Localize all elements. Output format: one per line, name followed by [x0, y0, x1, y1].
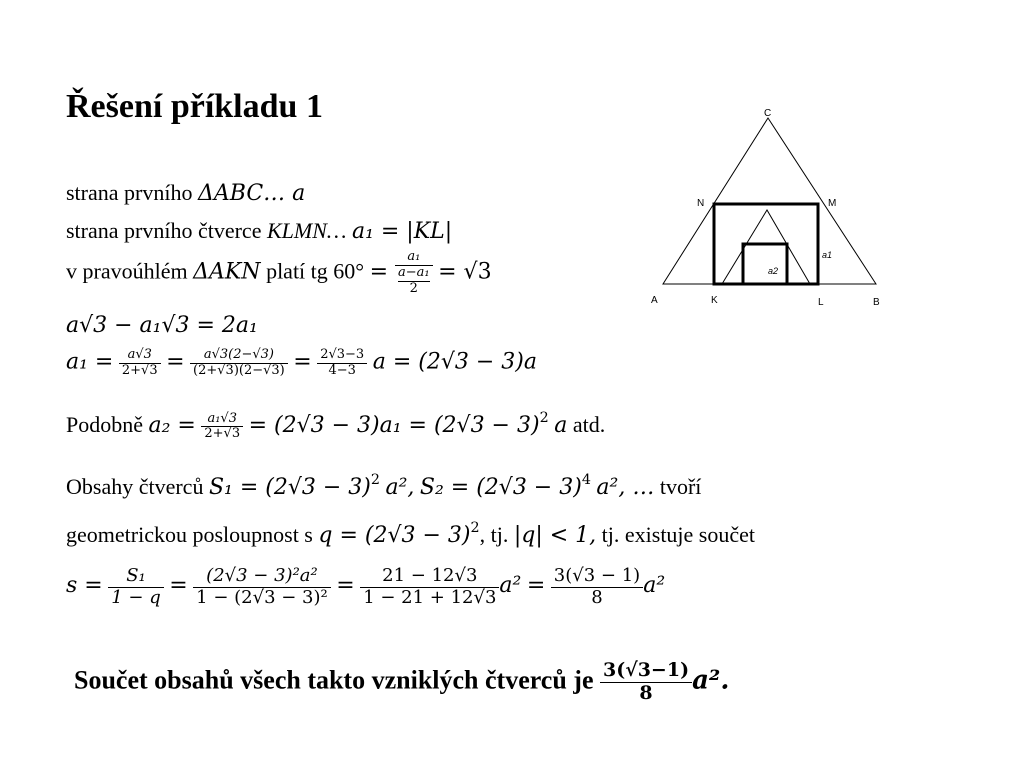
line-geometric-series: geometrickou posloupnost s $q = (2√3 - 3)^2$, tj. |q| < 1, tj. existuje součet — [66, 520, 756, 548]
label-b: B — [873, 297, 880, 308]
line-a1-derivation: a₁ = $\frac{a√3}{2+√3}$ = $\frac{a√3(2-√3)}{(2+√3)(2-√3)}$ = $\frac{2√3-3}{4-3}$ a = (2√3 − 3)a — [66, 347, 537, 378]
triangle-squares-diagram — [640, 100, 900, 315]
label-a2: a2 — [768, 266, 779, 276]
label-m: M — [828, 198, 837, 209]
line-sum: s = $\frac{\text{S₁}}{1 - q}$ = $\frac{\text{(2√3 − 3)²a²}}{\text{1 − (2√3 − 3)²}}$ = $\frac{21 - 12√3}{1 - 21 + 12√3}$ a² = $\frac{3(√3 - 1)}{8}$ a² — [66, 565, 666, 608]
conclusion: Součet obsahů všech takto vzniklých čtverců je $\frac{3(√3-1)}{8}$ a². — [74, 659, 730, 704]
second-square — [743, 244, 787, 284]
line-areas: Obsahy čtverců $S_1 = (2√3 - 3)^2$ a², $S_2 = (2√3 - 3)^4$ a², … tvoří — [66, 472, 702, 500]
line-side-klmn: strana prvního čtverce KLMN… a₁ = |KL| — [66, 218, 453, 244]
page-title: Řešení příkladu 1 — [66, 88, 323, 125]
label-a1: a1 — [822, 250, 833, 260]
label-n: N — [697, 198, 705, 209]
label-l: L — [818, 297, 824, 308]
line-equation: a√3 − a₁√3 = 2a₁ — [66, 313, 258, 338]
label-a: A — [651, 295, 658, 306]
inner-triangle — [722, 210, 810, 284]
outer-triangle — [663, 118, 876, 284]
label-k: K — [711, 295, 718, 306]
label-c: C — [764, 108, 772, 119]
line-a2-derivation: Podobně a₂ = $\frac{\text{a₁√3}}{2+√3}$ = $(2√3 - 3)a_1 = (2√3 - 3)^2$ a atd. — [66, 410, 606, 442]
fraction-tangent: a₁ a−a₁ 2 — [395, 250, 433, 297]
line-tangent: v pravoúhlém ΔAKN platí tg 60° = a₁ a−a₁ 2 = √3 — [66, 249, 492, 296]
line-side-abc: strana prvního ΔABC… a — [66, 180, 306, 206]
conclusion-fraction: $\frac{3(√3-1)}{8}$ — [600, 660, 692, 705]
